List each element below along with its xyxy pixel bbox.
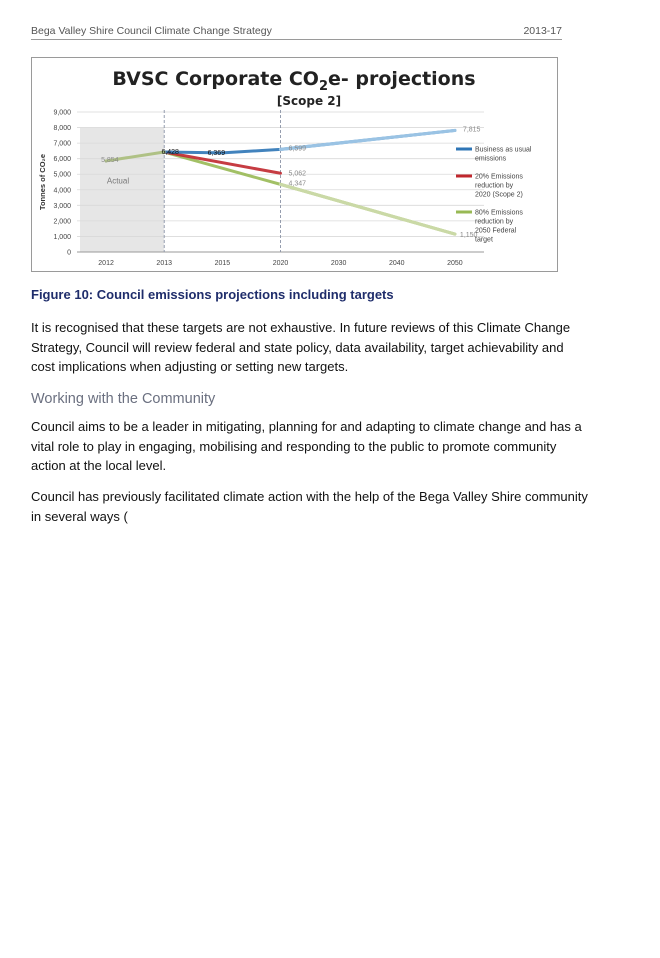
series-line-future	[281, 130, 455, 149]
y-axis-label: Tonnes of CO₂e	[38, 153, 47, 211]
legend-text: target	[475, 236, 493, 244]
legend-text: emissions	[475, 155, 507, 163]
para-line: It is recognised that these targets are not exhaustive. In future reviews of this Climate Change	[31, 320, 571, 335]
document-title: Bega Valley Shire Council Climate Change Strategy	[31, 25, 272, 37]
para-line: Council aims to be a leader in mitigating, planning for and adapting to climate change and has a	[31, 419, 582, 434]
page-header	[31, 25, 562, 40]
paragraph-targets	[31, 318, 601, 377]
para-line: Council has previously facilitated climate action with the help of the Bega Valley Shire community	[31, 489, 588, 504]
data-label: 6,599	[288, 145, 307, 153]
series-line-future	[281, 184, 455, 234]
data-label: 5,062	[288, 170, 307, 178]
legend-text: Business as usual	[475, 146, 532, 154]
x-tick-label: 2015	[214, 260, 231, 267]
chart-svg	[32, 58, 557, 271]
data-label: 7,815	[462, 126, 481, 134]
chart-subtitle: [Scope 2]	[276, 94, 342, 108]
y-tick-label: 0	[67, 249, 71, 257]
legend-text: 80% Emissions	[475, 209, 523, 217]
emissions-chart	[31, 57, 558, 272]
y-tick-label: 2,000	[53, 218, 71, 226]
y-tick-label: 5,000	[53, 171, 71, 179]
section-heading: Working with the Community	[31, 391, 216, 407]
y-tick-label: 4,000	[53, 187, 71, 195]
legend-text: 2020 (Scope 2)	[475, 191, 523, 199]
x-tick-label: 2020	[272, 260, 289, 267]
paragraph-community	[31, 487, 601, 526]
para-line: in several ways (	[31, 508, 128, 524]
data-label: 6,428	[161, 149, 179, 157]
chart-title: BVSC Corporate $CO_2e-$ projections	[112, 68, 476, 94]
para-line: cost implications when adjusting or setting new targets.	[31, 359, 349, 374]
y-tick-label: 3,000	[53, 202, 71, 210]
legend-text: reduction by	[475, 182, 514, 190]
document-years: 2013-17	[523, 25, 562, 37]
legend-text: 20% Emissions	[475, 173, 523, 181]
y-tick-label: 8,000	[53, 125, 71, 133]
para-line: vital role to play in engaging, mobilising and responding to the public to promote community	[31, 438, 557, 454]
y-tick-label: 1,000	[53, 233, 71, 241]
y-tick-label: 7,000	[53, 140, 71, 148]
data-label: 6,369	[207, 149, 226, 157]
data-label: 1,150	[459, 232, 478, 240]
x-tick-label: 2013	[156, 260, 173, 267]
y-tick-label: 9,000	[53, 109, 71, 117]
legend-text: 2050 Federal	[475, 227, 517, 235]
x-tick-label: 2040	[388, 260, 405, 267]
data-label: 5,854	[101, 156, 119, 164]
data-label: 4,347	[288, 180, 307, 188]
y-tick-label: 6,000	[53, 156, 71, 164]
paragraph-leadership	[31, 417, 601, 476]
para-line: Strategy, Council will review federal and state policy, data availability, target achievability and	[31, 339, 564, 355]
x-tick-label: 2050	[447, 260, 463, 267]
legend-text: reduction by	[475, 218, 514, 226]
figure-caption: Figure 10: Council emissions projections including targets	[31, 287, 394, 302]
para-line: action at the local level.	[31, 458, 167, 473]
x-tick-label: 2030	[330, 260, 347, 267]
actual-label: Actual	[106, 176, 130, 186]
x-tick-label: 2012	[98, 260, 114, 267]
